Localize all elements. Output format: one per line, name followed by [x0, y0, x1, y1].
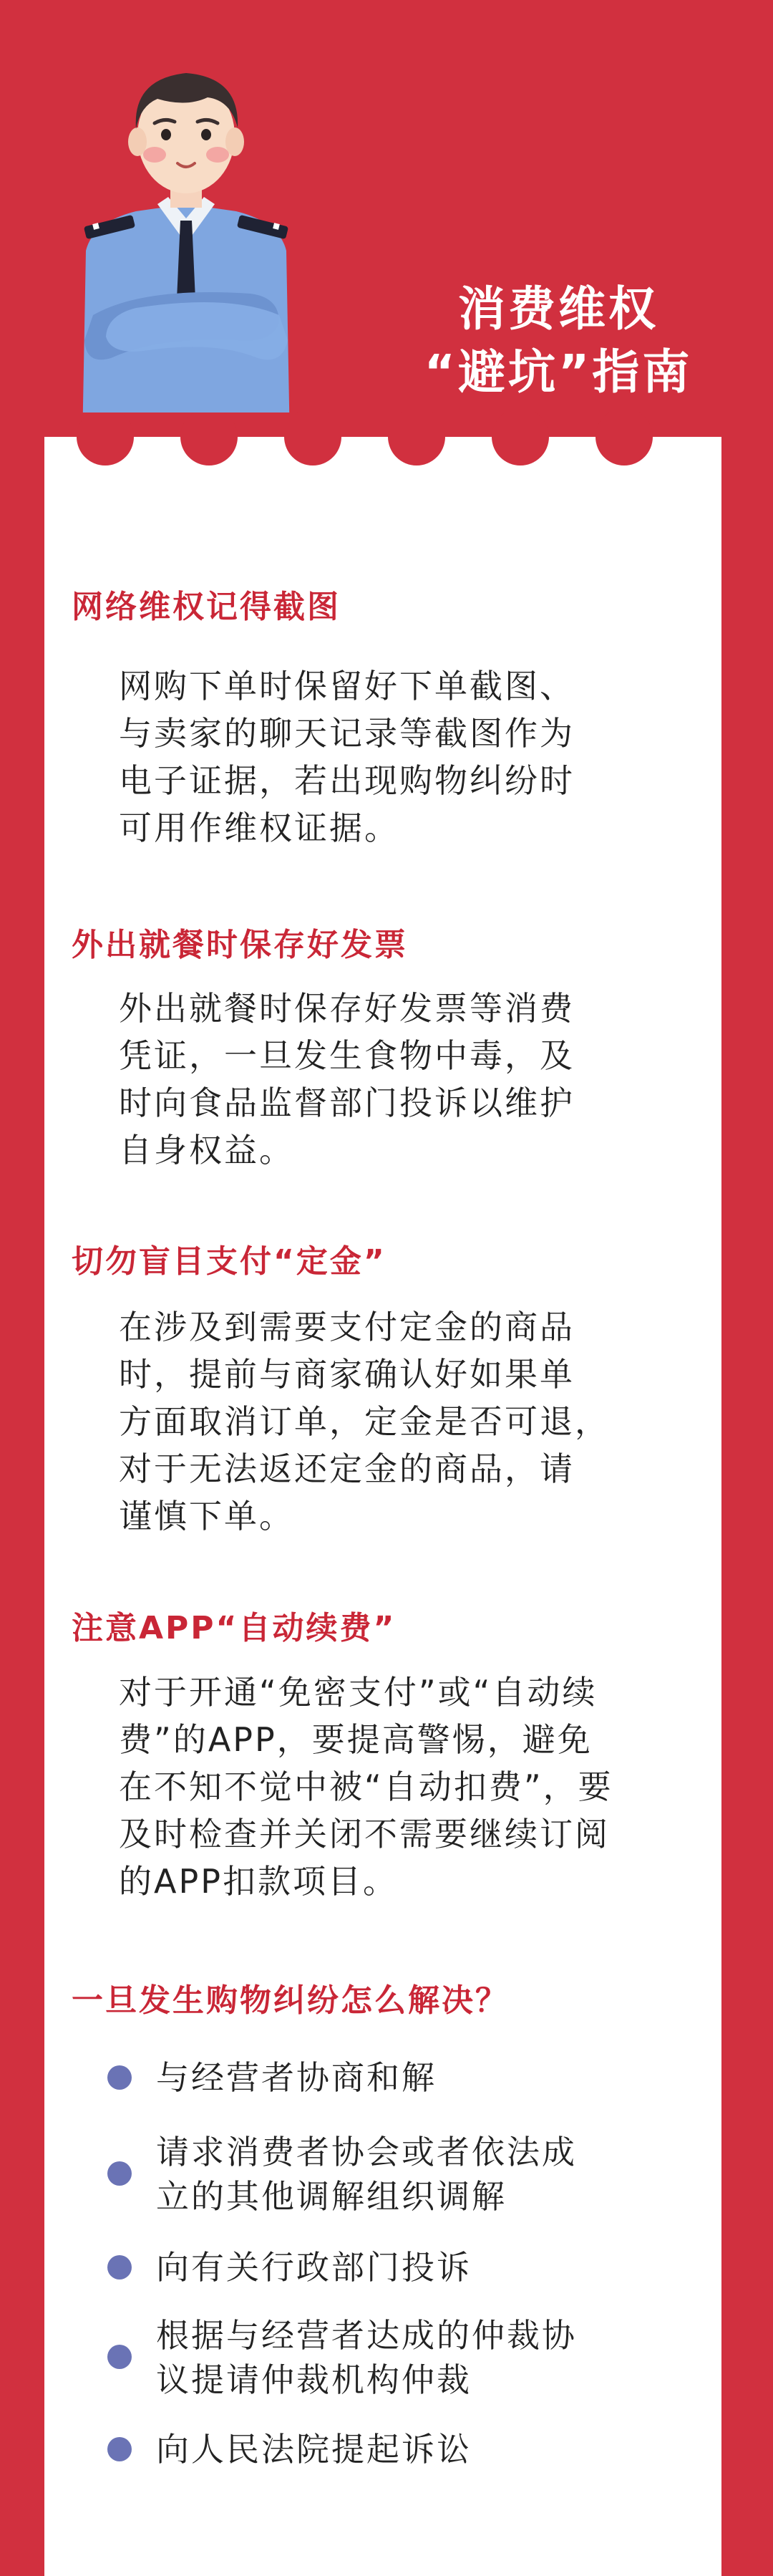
- body-line: 对于开通“免密支付”或“自动续: [119, 1673, 598, 1712]
- bullet-dot-icon: [107, 2065, 132, 2090]
- section-body-auto-renew: [119, 1669, 684, 1905]
- body-line: 谨慎下单。: [119, 1497, 294, 1535]
- header: [0, 0, 773, 437]
- body-line: 时，提前与商家确认好如果单: [119, 1355, 575, 1394]
- list-item-line: 向人民法院提起诉讼: [156, 2430, 472, 2469]
- officer-illustration-icon: [43, 57, 329, 444]
- scalloped-edge-decoration: [44, 413, 721, 470]
- section-title-dispute: 一旦发生购物纠纷怎么解决？: [72, 1982, 509, 2019]
- body-line: 的APP扣款项目。: [119, 1862, 398, 1901]
- body-line: 可用作维权证据。: [119, 809, 399, 847]
- body-line: 对于无法返还定金的商品，请: [119, 1449, 575, 1488]
- section-title-auto-renew: 注意APP“自动续费”: [72, 1610, 397, 1646]
- body-line: 及时检查并关闭不需要继续订阅: [119, 1815, 610, 1853]
- bullet-dot-icon: [107, 2345, 132, 2369]
- section-title-screenshot: 网络维权记得截图: [72, 589, 341, 625]
- list-item-text: [156, 2055, 686, 2100]
- list-item-line: 向有关行政部门投诉: [156, 2248, 472, 2287]
- section-body-screenshot: [119, 662, 684, 852]
- list-item-text: [156, 2313, 686, 2402]
- bullet-dot-icon: [107, 2255, 132, 2280]
- section-title-invoice: 外出就餐时保存好发票: [72, 927, 408, 963]
- list-item-line: 与经营者协商和解: [156, 2058, 437, 2097]
- bullet-dot-icon: [107, 2161, 132, 2186]
- body-line: 与卖家的聊天记录等截图作为: [119, 714, 575, 753]
- list-item-line: 议提请仲裁机构仲裁: [156, 2360, 472, 2399]
- list-item-line: 请求消费者协会或者依法成: [156, 2133, 577, 2171]
- body-line: 时向食品监督部门投诉以维护: [119, 1084, 575, 1122]
- title-line-1: 消费维权: [458, 281, 658, 337]
- body-line: 电子证据，若出现购物纠纷时: [119, 761, 575, 800]
- list-item-text: [156, 2130, 686, 2219]
- list-item-line: 根据与经营者达成的仲裁协: [156, 2316, 577, 2355]
- section-body-deposit: [119, 1303, 684, 1540]
- title-line-2: “避坑”指南: [424, 344, 693, 400]
- body-line: 在不知不觉中被“自动扣费”，要: [119, 1767, 613, 1806]
- body-line: 自身权益。: [119, 1131, 294, 1169]
- body-line: 方面取消订单，定金是否可退，: [119, 1402, 610, 1441]
- section-body-invoice: [119, 985, 684, 1174]
- bullet-dot-icon: [107, 2437, 132, 2461]
- page-title: [386, 278, 730, 404]
- body-line: 外出就餐时保存好发票等消费: [119, 989, 575, 1028]
- list-item-text: [156, 2245, 686, 2290]
- body-line: 费”的APP，要提高警惕，避免: [119, 1720, 593, 1759]
- body-line: 凭证，一旦发生食物中毒，及: [119, 1036, 575, 1075]
- list-item-line: 立的其他调解组织调解: [156, 2177, 507, 2216]
- body-line: 网购下单时保留好下单截图、: [119, 667, 575, 705]
- list-item-text: [156, 2427, 686, 2471]
- section-title-deposit: 切勿盲目支付“定金”: [72, 1243, 386, 1280]
- body-line: 在涉及到需要支付定金的商品: [119, 1308, 575, 1346]
